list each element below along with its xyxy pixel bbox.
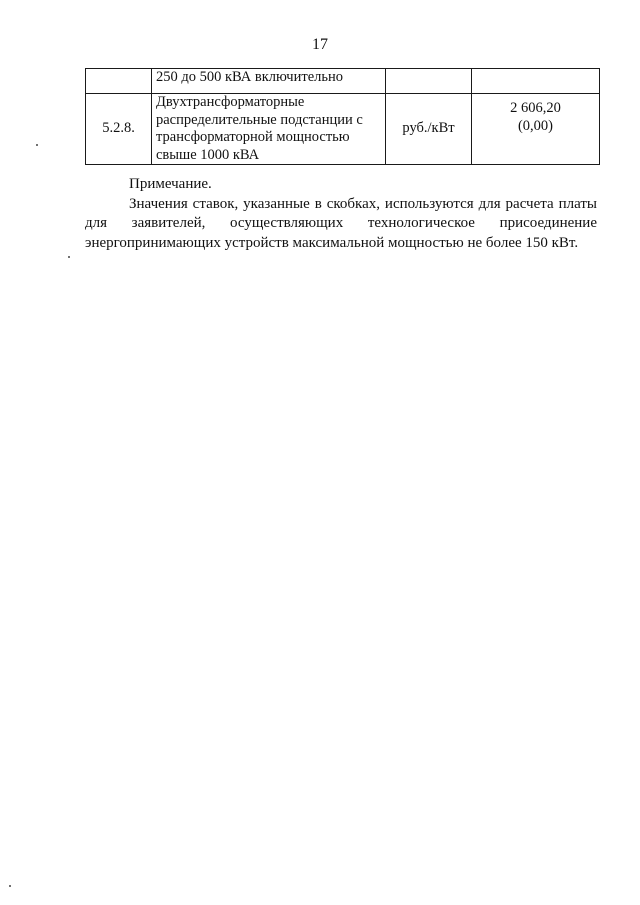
note-section: [85, 175, 597, 253]
rate-value-bracketed: (0,00): [517, 117, 554, 134]
table-row: [86, 69, 600, 94]
row-value-cell: [472, 94, 600, 165]
row-unit-cell: [386, 69, 472, 94]
scan-speck: [68, 256, 70, 258]
row-description-cell: [152, 94, 386, 165]
note-title: Примечание.: [129, 176, 212, 192]
description-line: распределительные подстанции с: [156, 111, 363, 128]
note-text: Значения ставок, указанные в скобках, используются для расчета платы для заявителей, осуществляющих технологическое присоединение энергопринимающих устройств максимальной мощностью не более 150 кВт.: [85, 195, 597, 251]
description-line: 250 до 500 кВА включительно: [156, 69, 343, 85]
scan-speck: [36, 144, 38, 146]
row-value-cell: [472, 69, 600, 94]
description-line: свыше 1000 кВА: [156, 146, 260, 163]
row-number-cell: [86, 69, 152, 94]
row-number-cell: 5.2.8.: [86, 94, 152, 165]
description-line: Двухтрансформаторные: [156, 94, 305, 110]
tariff-table: [85, 68, 600, 165]
rate-value: 2 606,20: [510, 100, 561, 116]
scan-speck: [9, 885, 11, 887]
description-line: трансформаторной мощностью: [156, 129, 350, 145]
table-row: [86, 94, 600, 165]
row-unit-cell: руб./кВт: [386, 94, 472, 165]
row-description-cell: [152, 69, 386, 94]
page-number: 17: [312, 36, 328, 53]
